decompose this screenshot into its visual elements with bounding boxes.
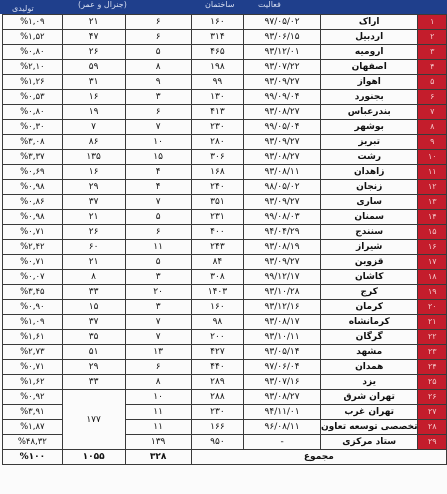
- header-building: ساختمان: [205, 0, 235, 9]
- table-row: [3, 165, 447, 180]
- table-row: [3, 135, 447, 150]
- activity-date-cell: ۹۳/۰۶/۱۵: [244, 30, 321, 45]
- table-row: [3, 330, 447, 345]
- activity-date-cell: ۹۳/۰۹/۲۷: [244, 135, 321, 150]
- row-number-cell: ۱۴: [418, 210, 447, 225]
- general-count-cell: ۵۱: [62, 345, 125, 360]
- row-number-cell: ۱۳: [418, 195, 447, 210]
- table-row: [3, 150, 447, 165]
- building-cell: ۱۶۶: [191, 420, 243, 435]
- activity-date-cell: ۹۳/۰۸/۲۷: [244, 105, 321, 120]
- row-number-cell: ۱۰: [418, 150, 447, 165]
- row-number-cell: ۲۹: [418, 435, 447, 450]
- city-cell: بجنورد: [320, 90, 418, 105]
- general-count-cell: ۲۱: [62, 210, 125, 225]
- pct-cell: %۳,۰۸: [3, 135, 63, 150]
- city-cell: بوشهر: [320, 120, 418, 135]
- table-row: [3, 210, 447, 225]
- pct-cell: %۴۸,۳۲: [3, 435, 63, 450]
- table-row: [3, 225, 447, 240]
- table-row: [3, 15, 447, 30]
- activity-date-cell: ۹۹/۰۹/۰۴: [244, 90, 321, 105]
- city-cell: اردبیل: [320, 30, 418, 45]
- city-cell: اصفهان: [320, 60, 418, 75]
- count-cell: ۲۰: [125, 285, 191, 300]
- table-row: [3, 255, 447, 270]
- count-cell: ۱۱: [125, 420, 191, 435]
- activity-date-cell: -: [244, 435, 321, 450]
- city-cell: کاشان: [320, 270, 418, 285]
- general-count-cell: ۸: [62, 270, 125, 285]
- city-cell: زاهدان: [320, 165, 418, 180]
- activity-date-cell: ۹۸/۰۵/۰۲: [244, 180, 321, 195]
- general-count-cell: ۱۶: [62, 165, 125, 180]
- city-cell: تهران شرق: [320, 390, 418, 405]
- table-row: [3, 240, 447, 255]
- activity-date-cell: ۹۳/۱۰/۱۱: [244, 330, 321, 345]
- row-number-cell: ۲۸: [418, 420, 447, 435]
- table-row: [3, 270, 447, 285]
- city-cell: سمنان: [320, 210, 418, 225]
- count-cell: ۶: [125, 105, 191, 120]
- pct-cell: %۱,۸۷: [3, 420, 63, 435]
- row-number-cell: ۵: [418, 75, 447, 90]
- row-number-cell: ۶: [418, 90, 447, 105]
- building-cell: ۱۹۸: [191, 60, 243, 75]
- building-cell: ۳۵۱: [191, 195, 243, 210]
- table-row: [3, 285, 447, 300]
- activity-date-cell: ۹۳/۰۷/۲۲: [244, 60, 321, 75]
- city-cell: بندرعباس: [320, 105, 418, 120]
- count-cell: ۶: [125, 15, 191, 30]
- building-cell: ۴۴۰: [191, 360, 243, 375]
- city-cell: ارومیه: [320, 45, 418, 60]
- general-count-cell: ۲۶: [62, 225, 125, 240]
- pct-cell: %۱,۵۲: [3, 30, 63, 45]
- activity-date-cell: ۹۹/۰۸/۰۳: [244, 210, 321, 225]
- count-cell: ۷: [125, 330, 191, 345]
- building-cell: ۹۸: [191, 315, 243, 330]
- activity-date-cell: ۹۳/۰۸/۱۷: [244, 315, 321, 330]
- table-row: [3, 375, 447, 390]
- row-number-cell: ۲۰: [418, 300, 447, 315]
- row-number-cell: ۱۱: [418, 165, 447, 180]
- pct-cell: %۰,۷۱: [3, 225, 63, 240]
- table-row: [3, 390, 447, 405]
- city-cell: گرگان: [320, 330, 418, 345]
- pct-cell: %۰,۷۱: [3, 255, 63, 270]
- activity-date-cell: ۹۳/۰۹/۲۷: [244, 75, 321, 90]
- pct-cell: %۰,۹۸: [3, 210, 63, 225]
- city-cell: قزوین: [320, 255, 418, 270]
- header-tavaledi: تولیدی: [12, 4, 34, 13]
- pct-cell: %۱,۶۲: [3, 375, 63, 390]
- city-cell: اراک: [320, 15, 418, 30]
- activity-date-cell: ۹۳/۱۲/۰۱: [244, 45, 321, 60]
- count-cell: ۳: [125, 300, 191, 315]
- row-number-cell: ۷: [418, 105, 447, 120]
- general-count-cell: ۳۵: [62, 330, 125, 345]
- pct-cell: %۰,۰۷: [3, 270, 63, 285]
- pct-cell: %۲,۱۰: [3, 60, 63, 75]
- building-cell: ۴۰۰: [191, 225, 243, 240]
- pct-cell: %۰,۷۱: [3, 360, 63, 375]
- general-count-cell: ۵۹: [62, 60, 125, 75]
- activity-date-cell: ۹۴/۰۴/۲۹: [244, 225, 321, 240]
- building-cell: ۱۶۸: [191, 165, 243, 180]
- row-number-cell: ۴: [418, 60, 447, 75]
- row-number-cell: ۲۲: [418, 330, 447, 345]
- count-cell: ۳: [125, 90, 191, 105]
- row-number-cell: ۲۶: [418, 390, 447, 405]
- city-cell: ساری: [320, 195, 418, 210]
- activity-date-cell: ۹۳/۰۸/۲۷: [244, 390, 321, 405]
- row-number-cell: ۱۷: [418, 255, 447, 270]
- pct-cell: %۰,۸۰: [3, 45, 63, 60]
- general-count-cell: ۳۱: [62, 75, 125, 90]
- building-cell: ۹۹: [191, 75, 243, 90]
- pct-cell: %۰,۶۹: [3, 165, 63, 180]
- activity-date-cell: ۹۳/۰۵/۱۴: [244, 345, 321, 360]
- footer-count-total-cell: ۳۲۸: [125, 450, 191, 465]
- table-row: [3, 105, 447, 120]
- merged-general-count-cell: ۱۷۷: [62, 390, 125, 450]
- general-count-cell: ۸۶: [62, 135, 125, 150]
- pct-cell: %۳,۹۱: [3, 405, 63, 420]
- building-cell: ۴۶۵: [191, 45, 243, 60]
- footer-label-cell: مجموع: [191, 450, 446, 465]
- activity-date-cell: ۹۶/۰۸/۱۱: [244, 420, 321, 435]
- footer-general-total-cell: ۱۰۵۵: [62, 450, 125, 465]
- general-count-cell: ۱۵: [62, 300, 125, 315]
- building-cell: ۲۴۰: [191, 180, 243, 195]
- pct-cell: %۰,۹۲: [3, 390, 63, 405]
- building-cell: ۳۰۸: [191, 270, 243, 285]
- pct-cell: %۳,۴۵: [3, 285, 63, 300]
- building-cell: ۲۳۰: [191, 405, 243, 420]
- pct-cell: %۱,۰۹: [3, 315, 63, 330]
- count-cell: ۴: [125, 165, 191, 180]
- count-cell: ۳: [125, 270, 191, 285]
- count-cell: ۱۰: [125, 390, 191, 405]
- building-cell: ۲۸۰: [191, 135, 243, 150]
- city-cell: زنجان: [320, 180, 418, 195]
- city-cell: سنندج: [320, 225, 418, 240]
- city-cell: مشهد: [320, 345, 418, 360]
- row-number-cell: ۲۷: [418, 405, 447, 420]
- activity-date-cell: ۹۳/۱۲/۱۶: [244, 300, 321, 315]
- city-cell: تبریز: [320, 135, 418, 150]
- city-cell: کرج: [320, 285, 418, 300]
- activity-date-cell: ۹۳/۰۸/۱۹: [244, 240, 321, 255]
- pct-cell: %۳,۳۷: [3, 150, 63, 165]
- building-cell: ۳۱۴: [191, 30, 243, 45]
- row-number-cell: ۱۸: [418, 270, 447, 285]
- table-row: [3, 45, 447, 60]
- general-count-cell: ۲۶: [62, 45, 125, 60]
- row-number-cell: ۲۴: [418, 360, 447, 375]
- city-cell: ستاد مرکزی: [320, 435, 418, 450]
- general-count-cell: ۱۶: [62, 90, 125, 105]
- pct-cell: %۱,۲۶: [3, 75, 63, 90]
- building-cell: ۹۵۰: [191, 435, 243, 450]
- city-cell: شیراز: [320, 240, 418, 255]
- pct-cell: %۰,۸۶: [3, 195, 63, 210]
- row-number-cell: ۹: [418, 135, 447, 150]
- table-row: [3, 360, 447, 375]
- row-number-cell: ۱۵: [418, 225, 447, 240]
- general-count-cell: ۲۹: [62, 360, 125, 375]
- row-number-cell: ۳: [418, 45, 447, 60]
- building-cell: ۴۱۳: [191, 105, 243, 120]
- count-cell: ۶: [125, 225, 191, 240]
- count-cell: ۱۵: [125, 150, 191, 165]
- row-number-cell: ۲۱: [418, 315, 447, 330]
- count-cell: ۱۱: [125, 405, 191, 420]
- city-cell: یزد: [320, 375, 418, 390]
- table-row: [3, 120, 447, 135]
- building-cell: ۴۲۷: [191, 345, 243, 360]
- row-number-cell: ۱: [418, 15, 447, 30]
- city-cell: رشت: [320, 150, 418, 165]
- activity-date-cell: ۹۳/۰۹/۲۷: [244, 255, 321, 270]
- general-count-cell: ۱۹: [62, 105, 125, 120]
- pct-cell: %۰,۵۳: [3, 90, 63, 105]
- building-cell: ۲۴۳: [191, 240, 243, 255]
- row-number-cell: ۱۶: [418, 240, 447, 255]
- count-cell: ۹: [125, 75, 191, 90]
- building-cell: ۲۸۹: [191, 375, 243, 390]
- activity-date-cell: ۹۴/۱۱/۰۱: [244, 405, 321, 420]
- count-cell: ۱۱: [125, 240, 191, 255]
- building-cell: ۱۶۰: [191, 15, 243, 30]
- row-number-cell: ۲۳: [418, 345, 447, 360]
- count-cell: ۱۰: [125, 135, 191, 150]
- count-cell: ۶: [125, 360, 191, 375]
- count-cell: ۷: [125, 195, 191, 210]
- row-number-cell: ۱۲: [418, 180, 447, 195]
- table-row: [3, 345, 447, 360]
- pct-cell: %۰,۹۰: [3, 300, 63, 315]
- activity-date-cell: ۹۳/۱۰/۲۸: [244, 285, 321, 300]
- building-cell: ۲۳۱: [191, 210, 243, 225]
- general-count-cell: ۳۷: [62, 315, 125, 330]
- activity-date-cell: ۹۳/۰۹/۲۷: [244, 195, 321, 210]
- pct-cell: %۰,۸۰: [3, 105, 63, 120]
- row-number-cell: ۲: [418, 30, 447, 45]
- table-row: [3, 60, 447, 75]
- city-cell: تخصصی توسعه تعاون: [320, 420, 418, 435]
- count-cell: ۱۳۹: [125, 435, 191, 450]
- pct-cell: %۱,۶۱: [3, 330, 63, 345]
- general-count-cell: ۲۱: [62, 15, 125, 30]
- table-row: [3, 300, 447, 315]
- pct-cell: %۱,۰۹: [3, 15, 63, 30]
- table-row: [3, 30, 447, 45]
- building-cell: ۱۳۰: [191, 90, 243, 105]
- activity-date-cell: ۹۳/۰۷/۱۶: [244, 375, 321, 390]
- general-count-cell: ۲۹: [62, 180, 125, 195]
- general-count-cell: ۳۷: [62, 195, 125, 210]
- table-row: [3, 195, 447, 210]
- count-cell: ۷: [125, 315, 191, 330]
- count-cell: ۵: [125, 210, 191, 225]
- general-count-cell: ۱۳۵: [62, 150, 125, 165]
- pct-cell: %۰,۳۰: [3, 120, 63, 135]
- header-activity: فعالیت: [258, 0, 281, 9]
- city-cell: اهواز: [320, 75, 418, 90]
- general-count-cell: ۴۷: [62, 30, 125, 45]
- city-cell: کرمان: [320, 300, 418, 315]
- count-cell: ۱۳: [125, 345, 191, 360]
- activity-date-cell: ۹۹/۰۵/۰۴: [244, 120, 321, 135]
- count-cell: ۴: [125, 180, 191, 195]
- table-row: [3, 75, 447, 90]
- building-cell: ۳۰۶: [191, 150, 243, 165]
- row-number-cell: ۱۹: [418, 285, 447, 300]
- count-cell: ۵: [125, 255, 191, 270]
- building-cell: ۱۶۰: [191, 300, 243, 315]
- building-cell: ۱۴۰۳: [191, 285, 243, 300]
- count-cell: ۷: [125, 120, 191, 135]
- building-cell: ۲۳۰: [191, 120, 243, 135]
- count-cell: ۶: [125, 30, 191, 45]
- table-footer-row: [3, 450, 447, 465]
- activity-date-cell: ۹۹/۱۲/۱۷: [244, 270, 321, 285]
- activity-date-cell: ۹۷/۰۵/۰۲: [244, 15, 321, 30]
- pct-cell: %۲,۴۲: [3, 240, 63, 255]
- city-cell: همدان: [320, 360, 418, 375]
- activity-date-cell: ۹۳/۰۸/۲۷: [244, 150, 321, 165]
- building-cell: ۲۰۰: [191, 330, 243, 345]
- building-cell: ۸۴: [191, 255, 243, 270]
- pct-cell: %۰,۹۸: [3, 180, 63, 195]
- table-row: [3, 90, 447, 105]
- city-cell: کرمانشاه: [320, 315, 418, 330]
- activity-date-cell: ۹۳/۰۸/۱۱: [244, 165, 321, 180]
- count-cell: ۸: [125, 60, 191, 75]
- header-general: (جنرال و عمر): [78, 0, 127, 9]
- building-cell: ۲۸۸: [191, 390, 243, 405]
- footer-pct-cell: %۱۰۰: [3, 450, 63, 465]
- row-number-cell: ۸: [418, 120, 447, 135]
- count-cell: ۵: [125, 45, 191, 60]
- table-header-band: [0, 0, 447, 14]
- table-row: [3, 180, 447, 195]
- general-count-cell: ۲۱: [62, 255, 125, 270]
- pct-cell: %۲,۷۳: [3, 345, 63, 360]
- general-count-cell: ۳۳: [62, 375, 125, 390]
- row-number-cell: ۲۵: [418, 375, 447, 390]
- branch-table: [2, 14, 447, 465]
- city-cell: تهران غرب: [320, 405, 418, 420]
- table-row: [3, 315, 447, 330]
- count-cell: ۸: [125, 375, 191, 390]
- general-count-cell: ۳۳: [62, 285, 125, 300]
- general-count-cell: ۶۰: [62, 240, 125, 255]
- activity-date-cell: ۹۷/۰۶/۰۴: [244, 360, 321, 375]
- general-count-cell: ۷: [62, 120, 125, 135]
